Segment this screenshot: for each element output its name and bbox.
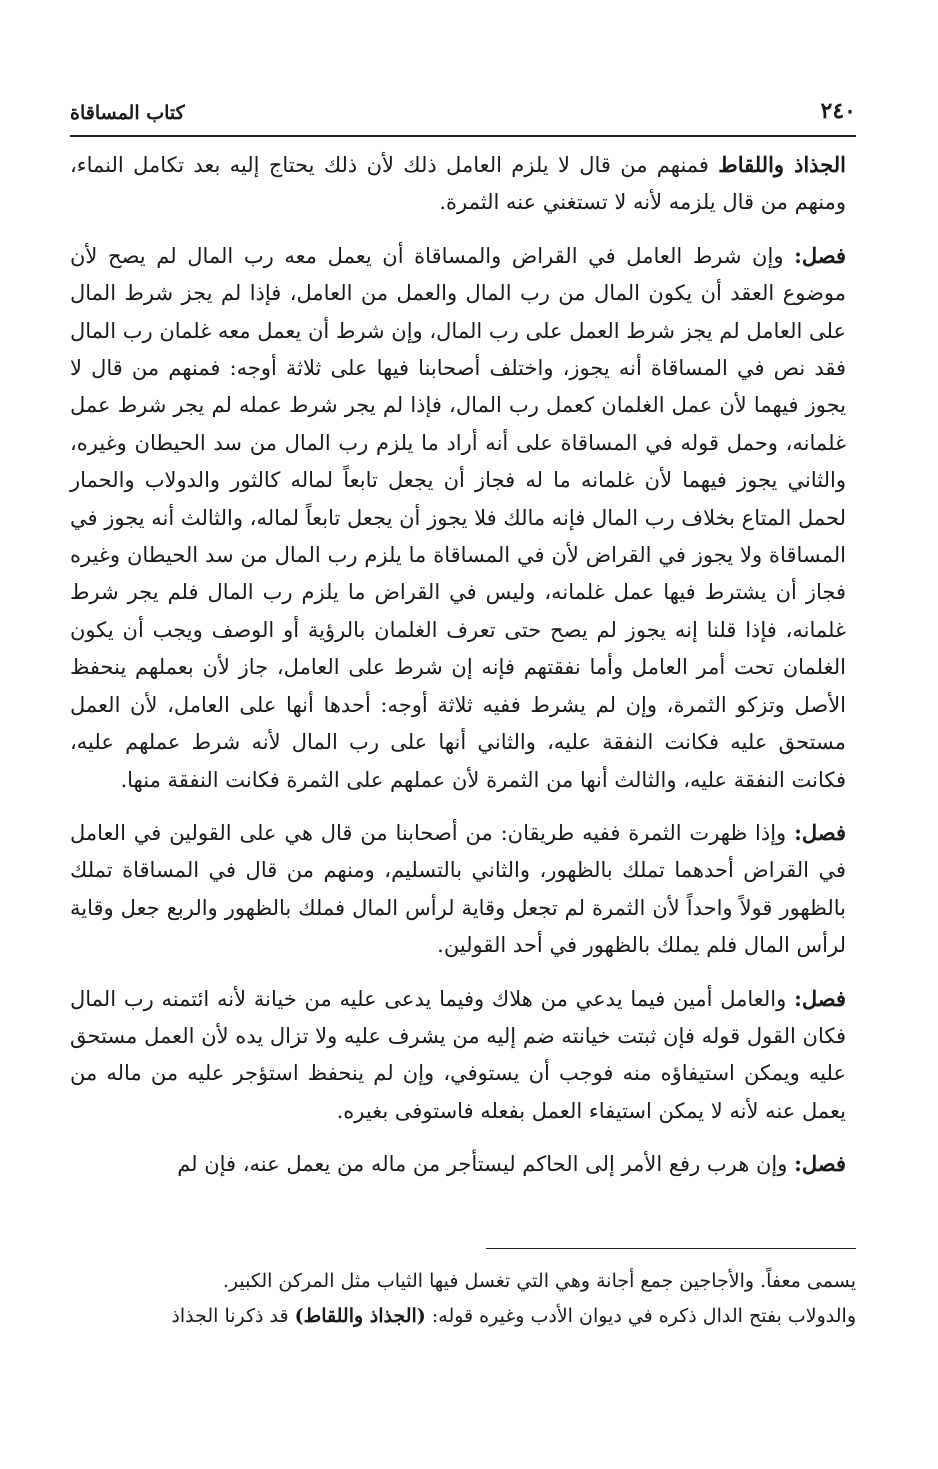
section-label: فصل:: [794, 242, 846, 268]
book-title: كتاب المساقاة: [70, 102, 185, 124]
footnote-text: قد ذكرنا الجذاذ: [171, 1305, 289, 1327]
section-paragraph: [70, 1145, 846, 1183]
page-number: ٢٤٠: [820, 98, 856, 124]
section-text: والعامل أمين فيما يدعي من هلاك وفيما يدعى عليه من خيانة لأنه ائتمنه رب المال فكان القول قوله فإن ثبتت خيانته ضم إليه من يشرف عليه ولا تزال يده لأن العمل مستحق عليه ويمكن استيفاؤه منه فوجب أن يستوفي، وإن لم ينحفظ استؤجر عليه من ماله من يعمل عنه لأنه لا يمكن استيفاء العمل بفعله فاستوفى بغيره.: [70, 986, 846, 1123]
section-label: فصل:: [794, 1151, 846, 1177]
footnote-term: (الجذاذ واللقاط): [294, 1305, 426, 1327]
footnote-text: والدولاب بفتح الدال ذكره في ديوان الأدب وغيره قوله:: [431, 1305, 856, 1327]
section-paragraph: [70, 814, 846, 965]
section-label: فصل:: [794, 819, 846, 845]
bold-term: الجذاذ واللقاط: [718, 152, 846, 177]
paragraph-opening: [70, 146, 846, 222]
footnote-divider: [486, 1248, 856, 1249]
section-paragraph: [70, 980, 846, 1131]
section-text: وإذا ظهرت الثمرة ففيه طريقان: من أصحابنا من قال هي على القولين في العامل في القراض أحدهما تملك بالظهور، والثاني بالتسليم، ومنهم من قال في المساقاة تملك بالظهور قولاً واحداً لأن الثمرة لم تجعل وقاية لرأس المال فملك بالظهور والربع جعل وقاية لرأس المال فلم يملك بالظهور في أحد القولين.: [70, 820, 846, 958]
section-label: فصل:: [794, 985, 846, 1011]
section-text: وإن هرب رفع الأمر إلى الحاكم ليستأجر من ماله من يعمل عنه، فإن لم: [177, 1152, 788, 1177]
paragraph-text: فمنهم من قال لا يلزم العامل ذلك لأن ذلك يحتاج إليه بعد تكامل النماء، ومنهم من قال يلزمه لأنه لا تستغني عنه الثمرة.: [70, 153, 846, 215]
main-text: [70, 146, 846, 1199]
footnotes: [70, 1264, 856, 1334]
footnote-line: يسمى معفاً. والأجاجين جمع أجانة وهي التي تغسل فيها الثياب مثل المركن الكبير.: [222, 1270, 856, 1292]
section-paragraph: [70, 237, 846, 799]
header-divider: [70, 135, 856, 137]
running-header: [70, 94, 856, 134]
footnote-line: [70, 1299, 856, 1334]
section-text: وإن شرط العامل في القراض والمساقاة أن يعمل معه رب المال لم يصح لأن موضوع العقد أن يكون المال من رب المال والعمل من العامل، فإذا لم يجز شرط المال على العامل لم يجز شرط العمل على رب المال، وإن شرط أن يعمل معه غلمان رب المال فقد نص في المساقاة أنه يجوز، واختلف أصحابنا فيها على ثلاثة أوجه: فمنهم من قال لا يجوز فيهما لأن عمل الغلمان كعمل رب المال، فإذا لم يجر شرط عمله لم يجر شرط عمل غلمانه، وحمل قوله في المساقاة على أنه أراد ما يلزم رب المال من سد الحيطان وغيره، والثاني يجوز فيهما لأن غلمانه ما له فجاز أن يجعل تابعاً لماله كالثور والدولاب والحمار لحمل المتاع بخلاف رب المال فإنه مالك فلا يجوز أن يجعل تابعاً لماله، والثالث أنه يجوز في المساقاة ولا يجوز في القراض لأن في المساقاة ما يلزم رب المال من سد الحيطان وغيره فجاز أن يشترط فيها عمل غلمانه، وليس في القراض ما يلزم رب المال فلم يجر شرط غلمانه، فإذا قلنا إنه يجوز لم يصح حتى تعرف الغلمان بالرؤية أو الوصف ويجب أن يكون الغلمان تحت أمر العامل وأما نفقتهم فإنه إن شرط على العامل، جاز لأن بعملهم ينحفظ الأصل وتزكو الثمرة، وإن لم يشرط ففيه ثلاثة أوجه: أحدها أنها على العامل، لأن العمل مستحق عليه فكانت النفقة عليه، والثاني أنها على رب المال لأنه شرط عملهم عليه، فكانت النفقة عليه، والثالث أنها من الثمرة لأن عملهم على الثمرة فكانت النفقة منها.: [69, 243, 847, 792]
